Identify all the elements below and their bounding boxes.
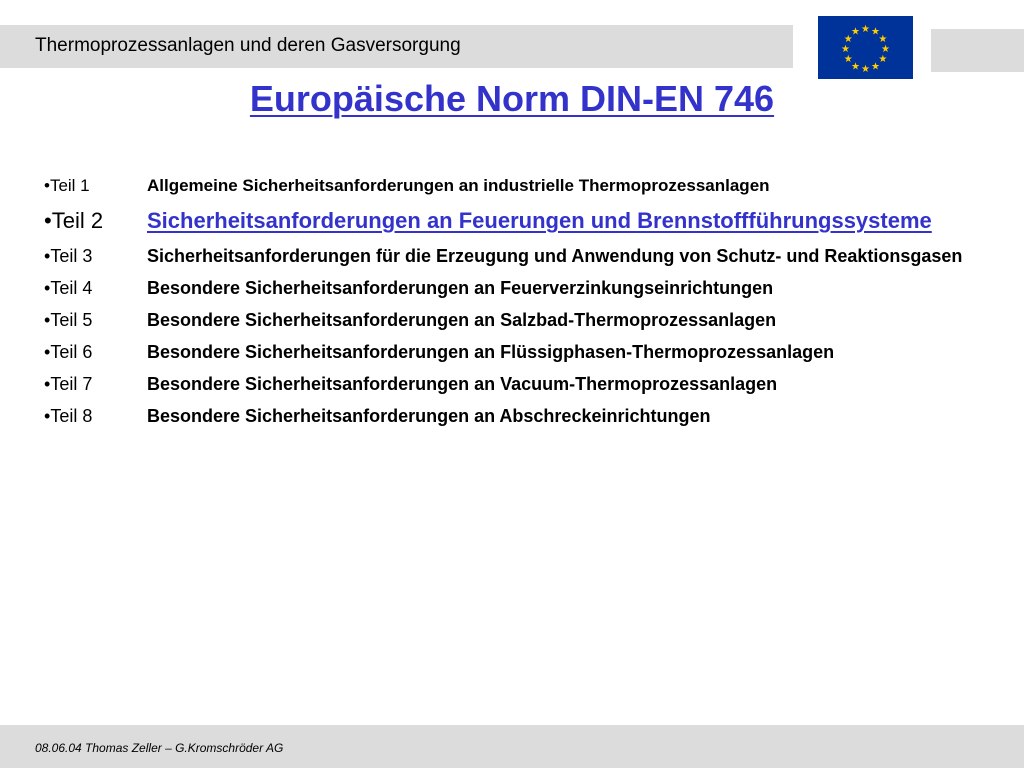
eu-flag-star: ★: [851, 61, 860, 73]
header-right-block: [931, 29, 1024, 72]
list-item-teil-6: [44, 336, 1004, 368]
eu-flag-star: ★: [878, 34, 888, 45]
part-label: [44, 202, 147, 240]
part-description: Besondere Sicherheitsanforderungen an Feuerverzinkungseinrichtungen: [147, 278, 774, 298]
list-item-teil-8: [44, 400, 1004, 432]
list-item-teil-1: [44, 170, 1004, 202]
eu-flag-star: ★: [881, 44, 890, 55]
slide-heading: Europäische Norm DIN-EN 746: [249, 78, 775, 119]
list-item-teil-7: [44, 368, 1004, 400]
list-item-teil-5: [44, 304, 1004, 336]
bullet: •: [44, 208, 52, 233]
header-title: Thermoprozessanlagen und deren Gasversorgung: [35, 35, 461, 56]
part-description: Besondere Sicherheitsanforderungen an Vacuum-Thermoprozessanlagen: [147, 374, 778, 394]
part-label-text: Teil 7: [50, 374, 93, 394]
part-label: [44, 272, 147, 304]
eu-flag-star: ★: [861, 24, 870, 35]
eu-flag-star: ★: [851, 26, 860, 38]
bullet: •: [44, 246, 51, 266]
part-description: Besondere Sicherheitsanforderungen an Flüssigphasen-Thermoprozessanlagen: [147, 342, 835, 362]
part-label: [44, 400, 147, 432]
bullet: •: [44, 374, 51, 394]
list-item-teil-2[interactable]: [44, 202, 1004, 240]
part-label-text: Teil 5: [50, 310, 93, 330]
part-label-text: Teil 3: [50, 246, 93, 266]
footer-text: 08.06.04 Thomas Zeller – G.Kromschröder AG: [35, 741, 284, 755]
part-description: Sicherheitsanforderungen für die Erzeugung und Anwendung von Schutz- und Reaktionsgasen: [147, 246, 963, 266]
list-item-teil-4: [44, 272, 1004, 304]
part-label: [44, 368, 147, 400]
part-label: [44, 304, 147, 336]
eu-flag-star: ★: [861, 64, 870, 75]
eu-flag-star: ★: [878, 54, 888, 65]
part-description: Allgemeine Sicherheitsanforderungen an industrielle Thermoprozessanlagen: [147, 176, 770, 195]
part-label-text: Teil 4: [50, 278, 93, 298]
part-label: [44, 336, 147, 368]
part-description-link[interactable]: Sicherheitsanforderungen an Feuerungen und Brennstoffführungssysteme: [147, 208, 932, 233]
eu-flag-star: ★: [841, 44, 850, 55]
bullet: •: [44, 310, 51, 330]
eu-flag-stars: [818, 16, 913, 79]
eu-flag-star: ★: [871, 61, 880, 73]
eu-flag-star: ★: [843, 34, 853, 45]
bullet: •: [44, 176, 50, 195]
eu-flag-star: ★: [843, 54, 853, 65]
list-item-teil-3: [44, 240, 1004, 272]
part-label-text: Teil 2: [51, 208, 104, 233]
bullet: •: [44, 406, 51, 426]
part-label: [44, 170, 147, 202]
parts-list: [44, 170, 1004, 432]
bullet: •: [44, 278, 51, 298]
part-label-text: Teil 1: [49, 176, 90, 195]
part-description: Besondere Sicherheitsanforderungen an Abschreckeinrichtungen: [147, 406, 711, 426]
bullet: •: [44, 342, 51, 362]
part-label-text: Teil 6: [50, 342, 93, 362]
part-label: [44, 240, 147, 272]
eu-flag-star: ★: [871, 26, 880, 38]
part-label-text: Teil 8: [50, 406, 93, 426]
eu-flag-icon: [818, 16, 913, 79]
part-description: Besondere Sicherheitsanforderungen an Salzbad-Thermoprozessanlagen: [147, 310, 777, 330]
